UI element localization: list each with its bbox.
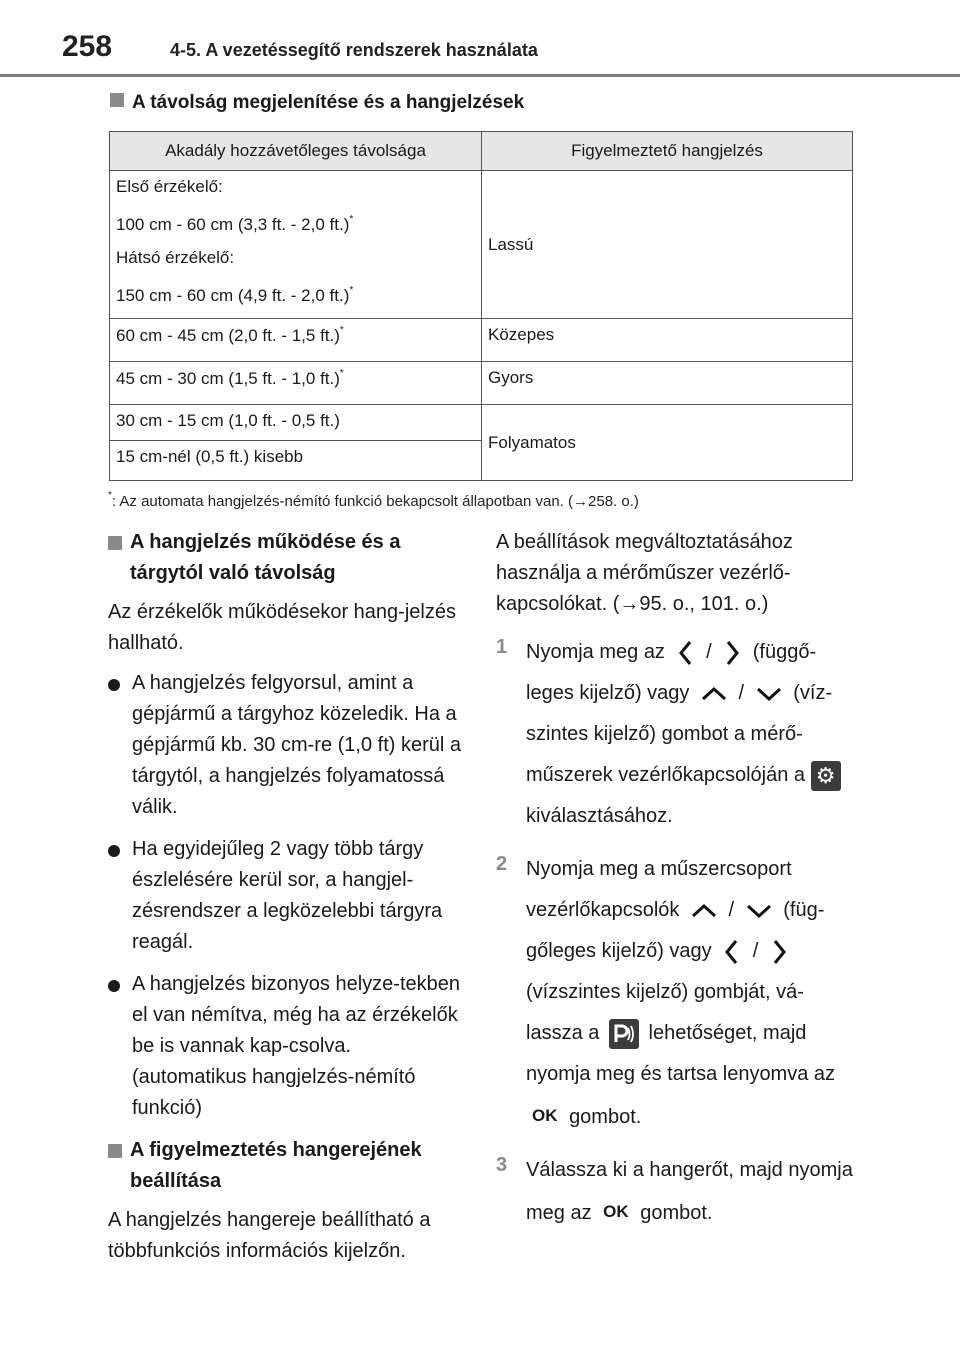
page-number: 258 [62,30,113,63]
parking-sensor-icon [609,1019,639,1049]
table-cell-distance: 15 cm-nél (0,5 ft.) kisebb [110,441,482,481]
left-column [108,527,468,1267]
step-number: 1 [496,636,508,658]
table-header-warning: Figyelmeztető hangjelzés [482,132,853,171]
step-1 [496,632,856,837]
step-body [526,632,856,837]
slash: / [752,940,759,962]
paragraph: Az érzékelők működésekor hang-jelzés hallható. [108,601,456,654]
table-header-distance: Akadály hozzávetőleges távolsága [110,132,482,171]
right-column [496,527,856,1234]
table-header-row [110,132,853,171]
step-text: Válassza ki a hangerőt, majd nyomja meg az [526,1159,853,1224]
front-sensor-range: 100 cm - 60 cm (3,3 ft. - 2,0 ft.) [116,215,350,234]
chevron-right-icon [721,638,743,668]
table-cell-distance [110,171,482,319]
table-cell-distance [110,319,482,362]
table-cell-warning: Gyors [482,362,853,405]
chevron-left-icon [721,937,743,967]
table-cell-warning: Folyamatos [482,405,853,481]
distance-section-title [110,92,524,114]
footnote [108,490,639,510]
square-bullet-icon [108,536,122,550]
ok-button-icon: OK [603,1202,629,1221]
intro-paragraph: A beállítások megváltoztatásához használja a mérőműszer vezérlő-kapcsolókat. (→95. o., 101. o.) [496,531,793,615]
slash: / [728,899,735,921]
chevron-up-icon [689,900,719,922]
step-text: (vízszintes kijelző) gombját, vá-lassza a [526,981,804,1044]
list-item: A hangjelzés bizonyos helyze-tekben el van némítva, még ha az érzékelők be is vannak kap-csolva. (automatikus hangjelzés-némító funkció) [108,969,468,1124]
table-row [110,362,853,405]
chevron-down-icon [754,683,784,705]
step-text: gombot. [569,1106,642,1128]
footnote-text: : Az automata hangjelzés-némító funkció bekapcsolt állapotban van. (→258. o.) [111,493,639,510]
section-title: 4-5. A vezetéssegítő rendszerek használata [170,40,538,60]
rear-sensor-range-wrap [116,281,475,305]
table-cell-warning: Lassú [482,171,853,319]
slash: / [738,682,745,704]
subsection-heading-text: A hangjelzés működése és a tárgytól való távolság [130,531,401,584]
paragraph: A hangjelzés hangereje beállítható a többfunkciós információs kijelzőn. [108,1209,431,1262]
front-sensor-range-wrap [116,210,475,234]
step-text: (víz-szintes kijelző) gombot a mérő-műszerek vezérlőkapcsolóján a [526,682,833,786]
distance-text: 60 cm - 45 cm (2,0 ft. - 1,5 ft.) [116,326,340,345]
distance-text: 45 cm - 30 cm (1,5 ft. - 1,0 ft.) [116,369,340,388]
rear-sensor-label: Hátsó érzékelő: [116,248,235,267]
chevron-up-icon [699,683,729,705]
square-bullet-icon [108,1144,122,1158]
step-number: 3 [496,1154,508,1176]
step-text: lehetőséget, majd nyomja meg és tartsa lenyomva az [526,1022,836,1085]
square-bullet-icon [110,93,124,107]
gear-icon: ⚙ [811,761,841,791]
step-body [526,1150,856,1234]
subsection-heading [108,527,468,589]
asterisk: * [339,325,344,336]
list-item: A hangjelzés felgyorsul, amint a gépjármű a tárgyhoz közeledik. Ha a gépjármű kb. 30 cm-re (1,0 ft) kerül a tárgytól, a hangjelzés folyamatossá válik. [108,668,468,823]
table-row [110,171,853,319]
list-item: Ha egyidejűleg 2 vagy több tárgy észlelésére kerül sor, a hangjel-zésrendszer a legközelebbi tárgyra reagál. [108,834,468,958]
step-2 [496,849,856,1138]
asterisk: * [349,214,354,225]
table-row [110,319,853,362]
distance-warning-table [109,131,853,481]
step-text: (füg-gőleges kijelző) vagy [526,899,825,962]
step-number: 2 [496,853,508,875]
slash: / [706,641,712,663]
chevron-right-icon [768,937,790,967]
subsection-heading [108,1135,468,1197]
chevron-left-icon [675,638,697,668]
step-text: kiválasztásához. [526,805,673,827]
header-rule [0,74,960,77]
footnote-mark: * [108,490,112,501]
ok-button-icon: OK [532,1106,558,1125]
step-body [526,849,856,1138]
asterisk: * [349,285,354,296]
bullet-list [108,668,468,1124]
table-row [110,405,853,441]
step-text: (függő-leges kijelző) vagy [526,641,817,704]
chevron-down-icon [744,900,774,922]
step-text: gombot. [640,1202,713,1224]
asterisk: * [339,368,344,379]
distance-section-title-text: A távolság megjelenítése és a hangjelzések [132,92,525,113]
subsection-heading-text: A figyelmeztetés hangerejének beállítása [130,1139,422,1192]
front-sensor-label: Első érzékelő: [116,177,223,196]
table-cell-distance [110,362,482,405]
rear-sensor-range: 150 cm - 60 cm (4,9 ft. - 2,0 ft.) [116,286,350,305]
step-text: Nyomja meg a műszercsoport vezérlőkapcsolók [526,858,792,921]
table-cell-distance: 30 cm - 15 cm (1,0 ft. - 0,5 ft.) [110,405,482,441]
table-cell-warning: Közepes [482,319,853,362]
step-text: Nyomja meg az [526,641,665,663]
step-3 [496,1150,856,1234]
